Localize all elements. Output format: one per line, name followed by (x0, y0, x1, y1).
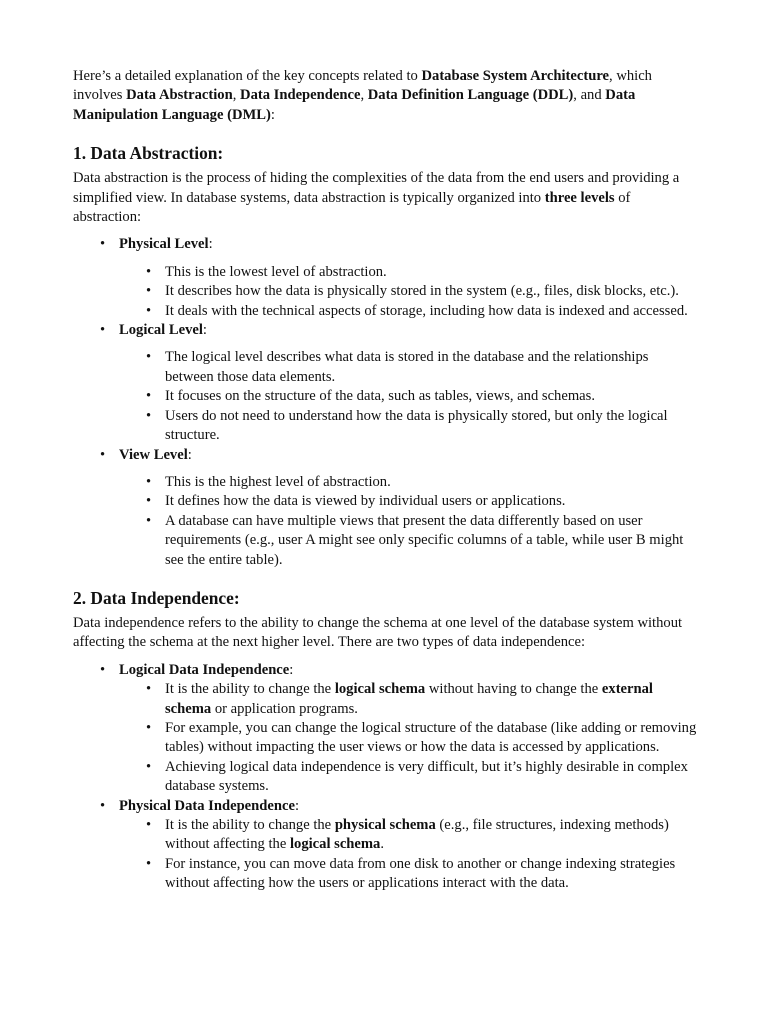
list-item: • The logical level describes what data is stored in the database and the relationships between those data elements. (119, 348, 698, 387)
section-description: Data independence refers to the ability to change the schema at one level of the database system without affecting the schema at the next higher level. There are two types of data independence: (73, 614, 683, 651)
list-item: • Achieving logical data independence is very difficult, but it’s highly desirable in complex database systems. (119, 758, 698, 797)
intro-text: , (232, 87, 241, 104)
intro-text: , (360, 87, 368, 104)
sub-list (119, 680, 698, 796)
intro-term-architecture: Database System Architecture (421, 68, 610, 84)
abstraction-levels-list (73, 235, 698, 570)
list-item-view-level (73, 446, 698, 570)
list-item (119, 816, 698, 855)
independence-types-list (73, 661, 698, 894)
list-item-physical-level (73, 235, 698, 321)
type-title: Physical Data Independence (119, 797, 295, 814)
sub-list (119, 473, 698, 570)
section-data-abstraction (73, 142, 698, 570)
list-item: • It focuses on the structure of the data, such as tables, views, and schemas. (119, 387, 698, 406)
list-item: • For example, you can change the logical structure of the database (like adding or removing tables) without impacting the user views or how the data is accessed by applications. (119, 719, 698, 758)
type-title: Logical Data Independence (119, 661, 290, 678)
level-suffix: : (187, 446, 192, 463)
list-item (119, 680, 698, 719)
level-title: Physical Level (119, 236, 209, 253)
item-text: It is the ability to change the (165, 681, 335, 698)
intro-text: , and (573, 87, 606, 104)
list-item: • A database can have multiple views that present the data differently based on user requirements (e.g., user A might see only specific columns of a table, while user B might see the entire table). (119, 512, 698, 570)
item-term: physical schema (334, 817, 436, 833)
list-item: • It defines how the data is viewed by individual users or applications. (119, 492, 698, 511)
list-item: • Users do not need to understand how the data is physically stored, but only the logical structure. (119, 407, 698, 446)
intro-term-independence: Data Independence (240, 87, 361, 104)
item-text: without having to change the (425, 681, 602, 698)
sub-list (119, 816, 698, 894)
item-text: (e.g., file structures, indexing methods) without affecting the (165, 817, 669, 853)
item-term: logical schema (334, 681, 426, 698)
section-heading: 1. Data Abstraction: (73, 143, 224, 164)
item-text: or application programs. (211, 700, 358, 717)
type-suffix: : (289, 661, 294, 678)
item-text: . (380, 836, 385, 853)
section-heading: 2. Data Independence: (73, 587, 240, 608)
list-item: • This is the lowest level of abstraction. (119, 263, 698, 282)
level-title: Logical Level (119, 322, 203, 339)
intro-text: , which involves (73, 68, 652, 104)
intro-text: Here’s a detailed explanation of the key concepts related to (73, 68, 422, 84)
list-item: • This is the highest level of abstraction. (119, 473, 698, 492)
item-term: logical schema (289, 836, 381, 853)
desc-text: of abstraction: (73, 189, 631, 226)
sub-list (119, 348, 698, 445)
list-item-logical-level (73, 321, 698, 445)
section-description (73, 169, 698, 227)
intro-term-ddl: Data Definition Language (DDL) (367, 87, 574, 104)
section-data-independence (73, 587, 698, 894)
list-item: • It describes how the data is physically stored in the system (e.g., files, disk blocks, etc.). (119, 282, 698, 301)
list-item-logical-independence (73, 661, 698, 797)
intro-term-dml: Data Manipulation Language (DML) (73, 87, 636, 123)
desc-term: three levels (544, 189, 615, 206)
sub-list (119, 263, 698, 321)
intro-term-abstraction: Data Abstraction (126, 87, 233, 104)
intro-paragraph (73, 67, 698, 125)
level-suffix: : (202, 322, 207, 339)
level-suffix: : (208, 236, 213, 253)
list-item-physical-independence (73, 797, 698, 894)
item-term: external schema (165, 681, 653, 717)
desc-text: Data abstraction is the process of hiding the complexities of the data from the end users and providing a simplified view. In database systems, data abstraction is typically organized into (73, 170, 680, 206)
list-item: • For instance, you can move data from one disk to another or change indexing strategies without affecting how the users or applications interact with the data. (119, 855, 698, 894)
item-text: It is the ability to change the (165, 817, 335, 833)
intro-text: : (270, 106, 275, 123)
type-suffix: : (294, 797, 300, 814)
list-item: • It deals with the technical aspects of storage, including how data is indexed and accessed. (119, 302, 698, 321)
level-title: View Level (119, 446, 188, 463)
